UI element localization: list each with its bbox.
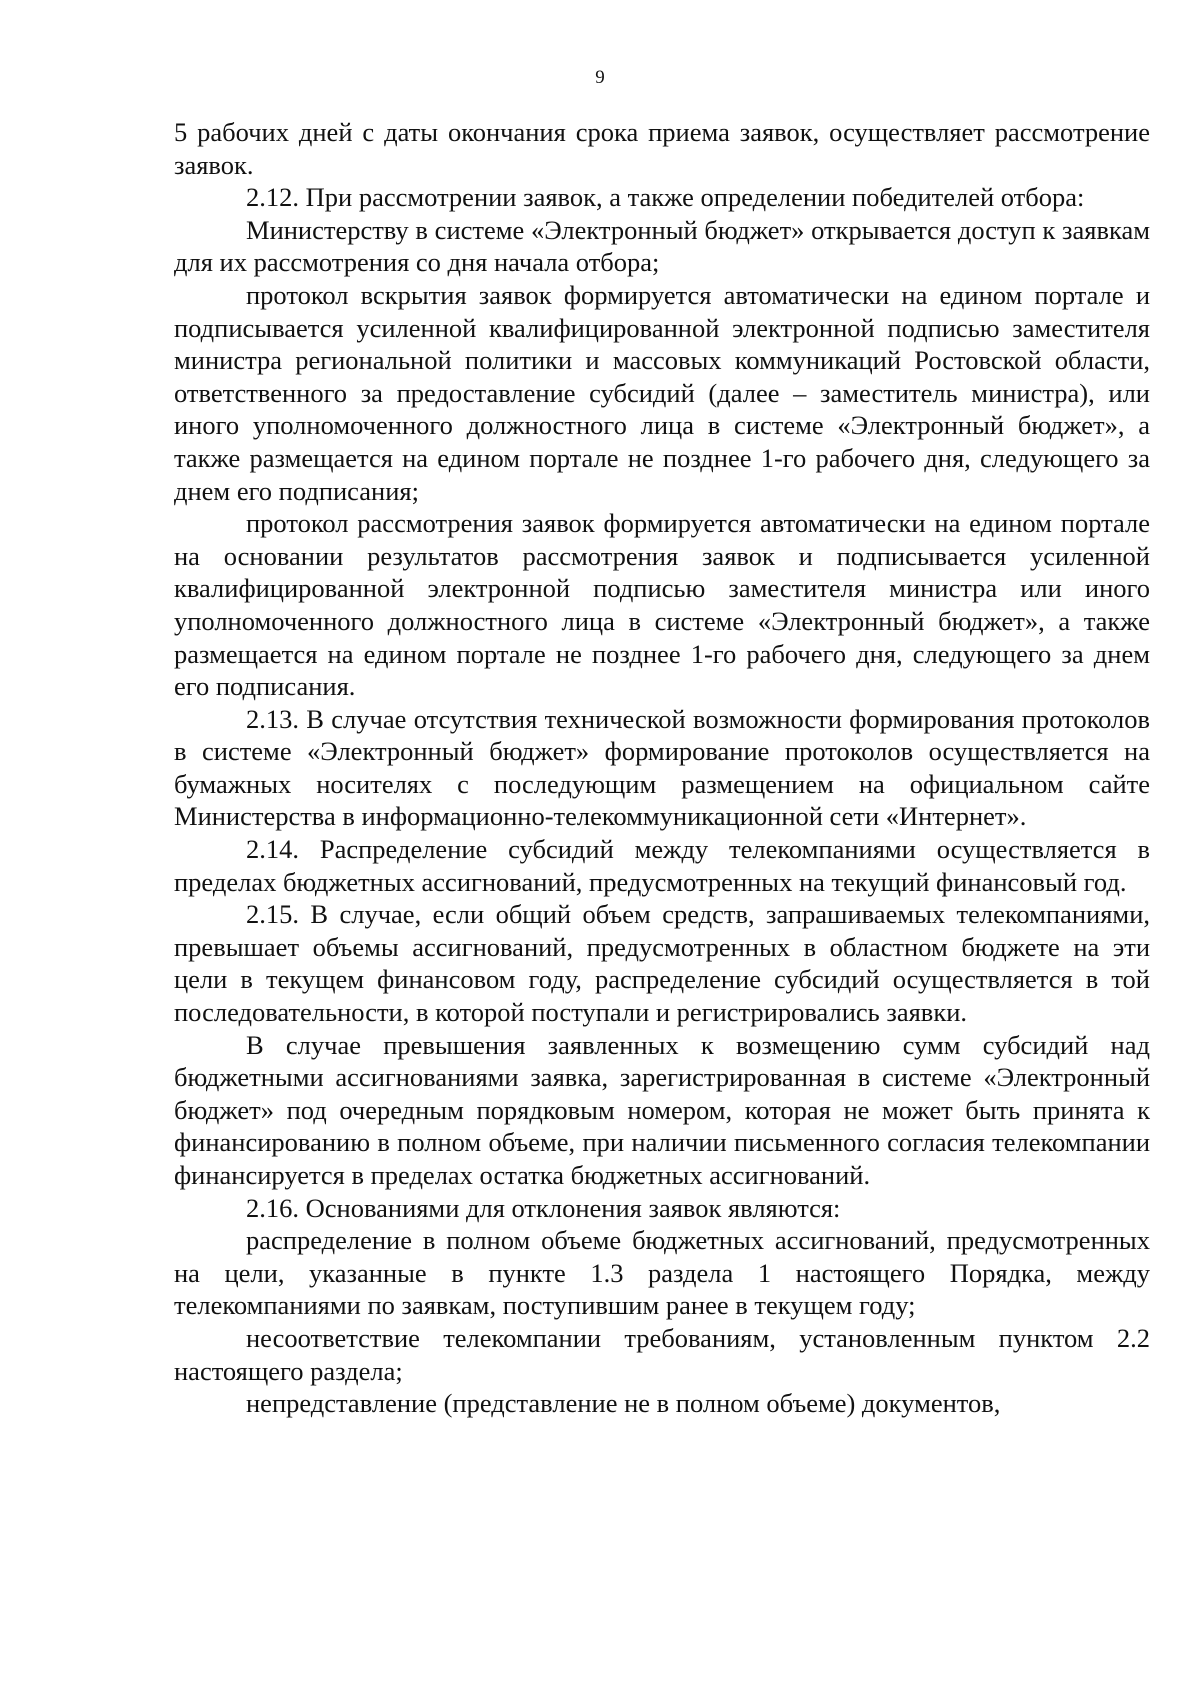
paragraph: протокол рассмотрения заявок формируется автоматически на едином портале на основании результатов рассмотрения заявок и подписывается усиленной квалифицированной электронной подписью заместителя министра или иного уполномоченного должностного лица в системе «Электронный бюджет», а также размещается на едином портале не позднее 1-го рабочего дня, следующего за днем его подписания. (174, 508, 1150, 702)
paragraph: непредставление (представление не в полном объеме) документов, (246, 1388, 1001, 1419)
paragraph: 2.13. В случае отсутствия технической возможности формирования протоколов в системе «Электронный бюджет» формирование протоколов осуществляется на бумажных носителях с последующим размещением на официальном сайте Министерства в информационно-телекоммуникационной сети «Интернет». (174, 703, 1150, 832)
paragraph: протокол вскрытия заявок формируется автоматически на едином портале и подписывается усиленной квалифицированной электронной подписью заместителя министра региональной политики и массовых коммуникаций Ростовской области, ответственного за предоставление субсидий (далее – заместитель министра), или иного уполномоченного должностного лица в системе «Электронный бюджет», а также размещается на едином портале не позднее 1-го рабочего дня, следующего за днем его подписания; (174, 279, 1150, 506)
paragraph: Министерству в системе «Электронный бюджет» открывается доступ к заявкам для их рассмотрения со дня начала отбора; (174, 214, 1150, 278)
paragraph: 2.16. Основаниями для отклонения заявок являются: (246, 1192, 841, 1223)
paragraph: 2.15. В случае, если общий объем средств, запрашиваемых телекомпаниями, превышает объемы ассигнований, предусмотренных в областном бюджете на эти цели в текущем финансовом году, распределение субсидий осуществляется в той последовательности, в которой поступали и регистрировались заявки. (174, 899, 1150, 1028)
paragraph: 2.12. При рассмотрении заявок, а также определении победителей отбора: (246, 182, 1085, 213)
page-number: 9 (595, 67, 605, 88)
document-body (174, 116, 1150, 1420)
paragraph: распределение в полном объеме бюджетных ассигнований, предусмотренных на цели, указанные в пункте 1.3 раздела 1 настоящего Порядка, между телекомпаниями по заявкам, поступившим ранее в текущем году; (174, 1225, 1150, 1321)
paragraph: несоответствие телекомпании требованиям, установленным пунктом 2.2 настоящего раздела; (174, 1322, 1150, 1386)
paragraph: 5 рабочих дней с даты окончания срока приема заявок, осуществляет рассмотрение заявок. (174, 117, 1150, 180)
paragraph: 2.14. Распределение субсидий между телекомпаниями осуществляется в пределах бюджетных ассигнований, предусмотренных на текущий финансовый год. (174, 834, 1150, 897)
paragraph: В случае превышения заявленных к возмещению сумм субсидий над бюджетными ассигнованиями заявка, зарегистрированная в системе «Электронный бюджет» под очередным порядковым номером, которая не может быть принята к финансированию в полном объеме, при наличии письменного согласия телекомпании финансируется в пределах остатка бюджетных ассигнований. (174, 1029, 1150, 1190)
